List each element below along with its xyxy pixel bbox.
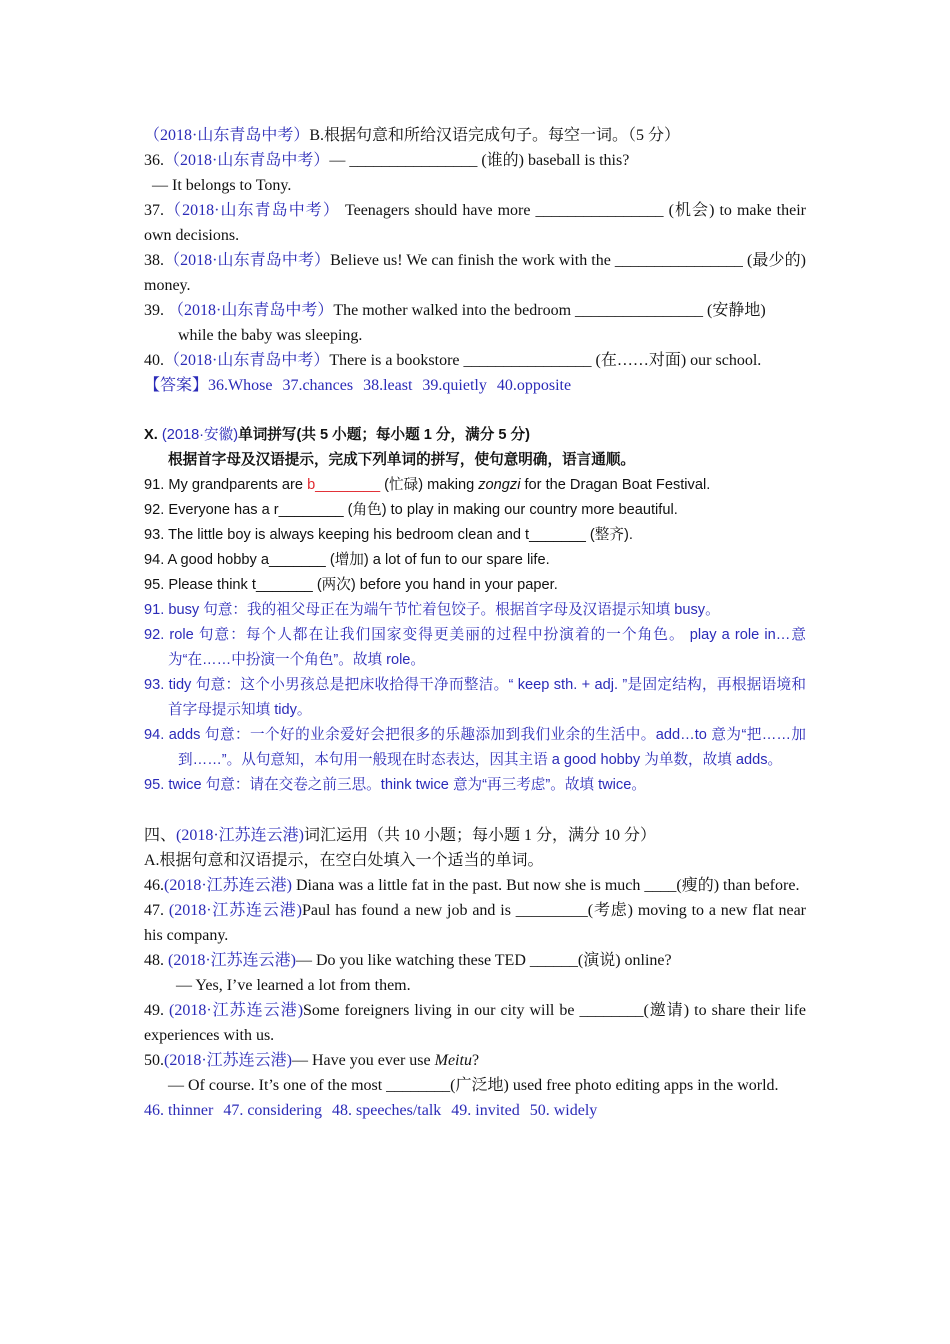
- section-instruction-anhui: 根据首字母及汉语提示，完成下列单词的拼写，使句意明确，语言通顺。: [168, 452, 636, 468]
- question-38: 38.（2018·山东青岛中考）Believe us! We can finish the work with the ________________ (最少的) money.: [144, 252, 806, 294]
- question-95: 95. Please think t_______ (两次) before you hand in your paper.: [144, 577, 558, 593]
- section-instruction-lianyungang: A.根据句意和汉语提示，在空白处填入一个适当的单词。: [144, 852, 544, 869]
- document-content: [144, 123, 806, 1123]
- question-50: 50.(2018·江苏连云港)— Have you ever use Meitu?: [144, 1052, 480, 1069]
- question-48-reply: — Yes, I’ve learned a lot from them.: [176, 977, 411, 994]
- question-40: 40.（2018·山东青岛中考）There is a bookstore ________________ (在……对面) our school.: [144, 352, 762, 369]
- question-39: 39. （2018·山东青岛中考）The mother walked into the bedroom ________________ (安静地): [144, 302, 766, 319]
- section-header-anhui: X. (2018·安徽)单词拼写(共 5 小题；每小题 1 分，满分 5 分): [144, 427, 530, 443]
- question-37: 37.（2018·山东青岛中考） Teenagers should have more ________________ (机会) to make their own decisions.: [144, 202, 806, 244]
- question-92: 92. Everyone has a r________ (角色) to play in making our country more beautiful.: [144, 502, 678, 518]
- explanation-92: 92. role 句意：每个人都在让我们国家变得更美丽的过程中扮演着的一个角色。 play a role in…意为“在……中扮演一个角色”。故填 role。: [144, 627, 806, 668]
- explanation-93: 93. tidy 句意：这个小男孩总是把床收拾得干净而整洁。“ keep sth. + adj. ”是固定结构，再根据语境和首字母提示知填 tidy。: [144, 677, 806, 718]
- explanation-94: 94. adds 句意：一个好的业余爱好会把很多的乐趣添加到我们业余的生活中。add…to 意为“把……加到……”。从句意知，本句用一般现在时态表达，因其主语 a good hobby 为单数，故填 adds。: [144, 727, 806, 768]
- question-39-continued: while the baby was sleeping.: [178, 327, 363, 344]
- question-91: 91. My grandparents are b________ (忙碌) making zongzi for the Dragan Boat Festival.: [144, 477, 711, 493]
- question-94: 94. A good hobby a_______ (增加) a lot of fun to our spare life.: [144, 552, 550, 568]
- section-header-qingdao: （2018·山东青岛中考）B.根据句意和所给汉语完成句子。每空一词。（5 分）: [144, 127, 681, 144]
- question-93: 93. The little boy is always keeping his bedroom clean and t_______ (整齐).: [144, 527, 633, 543]
- answer-key-lianyungang: 46. thinner 47. considering 48. speeches/talk 49. invited 50. widely: [144, 1102, 598, 1119]
- explanation-91: 91. busy 句意：我的祖父母正在为端午节忙着包饺子。根据首字母及汉语提示知填 busy。: [144, 602, 720, 618]
- question-47: 47. (2018·江苏连云港)Paul has found a new job and is _________(考虑) moving to a new flat near his company.: [144, 902, 807, 944]
- explanation-95: 95. twice 句意：请在交卷之前三思。think twice 意为“再三考虑”。故填 twice。: [144, 777, 646, 793]
- question-50-reply: — Of course. It’s one of the most ________(广泛地) used free photo editing apps in the world.: [168, 1077, 779, 1094]
- question-46: 46.(2018·江苏连云港) Diana was a little fat in the past. But now she is much ____(瘦的) than before.: [144, 877, 800, 894]
- answer-key-qingdao: 【答案】36.Whose 37.chances 38.least 39.quietly 40.opposite: [144, 377, 572, 394]
- question-49: 49. (2018·江苏连云港)Some foreigners living in our city will be ________(邀请) to share their life experiences with us.: [144, 1002, 806, 1044]
- question-36: 36.（2018·山东青岛中考）— ________________ (谁的) baseball is this?: [144, 152, 630, 169]
- section-header-lianyungang: 四、(2018·江苏连云港)词汇运用（共 10 小题；每小题 1 分，满分 10 分）: [144, 827, 657, 844]
- question-36-reply: — It belongs to Tony.: [152, 177, 292, 194]
- question-48: 48. (2018·江苏连云港)— Do you like watching these TED ______(演说) online?: [144, 952, 672, 969]
